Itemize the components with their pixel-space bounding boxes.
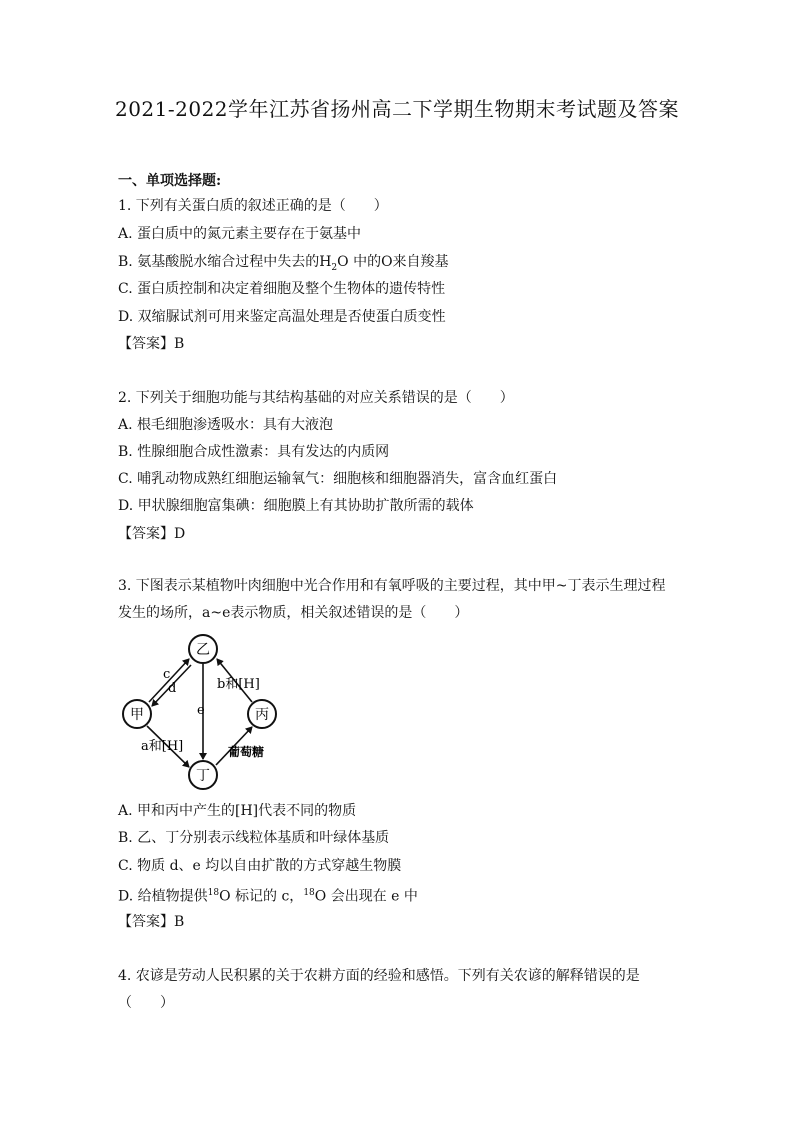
q2-option-b: B. 性腺细胞合成性激素：具有发达的内质网 [118, 444, 390, 460]
q1-option-b-sub: 2 [331, 262, 338, 273]
q1-option-a: A. 蛋白质中的氮元素主要存在于氨基中 [118, 226, 362, 242]
q2-option-a: A. 根毛细胞渗透吸水：具有大液泡 [118, 417, 334, 433]
q2-option-c: C. 哺乳动物成熟红细胞运输氧气：细胞核和细胞器消失，富含血红蛋白 [118, 471, 558, 487]
node-ding: 丁 [196, 768, 210, 784]
q1-option-b [118, 252, 449, 278]
section-heading: 一、单项选择题: [118, 173, 222, 189]
q3-option-d-sup1: 18 [207, 888, 220, 898]
q2-option-d: D. 甲状腺细胞富集碘：细胞膜上有其协助扩散所需的载体 [118, 498, 474, 514]
q3-option-d [118, 883, 418, 907]
metabolism-diagram [115, 632, 285, 792]
q3-stem: 3. 下图表示某植物叶肉细胞中光合作用和有氧呼吸的主要过程，其中甲~丁表示生理过程发生的场所，a~e表示物质，相关叙述错误的是（ ） [118, 578, 666, 621]
q3-answer: 【答案】B [118, 914, 185, 930]
document-title: 2021-2022学年江苏省扬州高二下学期生物期末考试题及答案 [114, 97, 680, 121]
q2-stem: 2. 下列关于细胞功能与其结构基础的对应关系错误的是（ ） [118, 390, 514, 406]
q3-option-d-pre: D. 给植物提供 [118, 888, 208, 905]
q3-option-d-post: O 会出现在 e 中 [314, 888, 418, 905]
q1-answer: 【答案】B [118, 336, 185, 352]
q3-option-c: C. 物质 d、e 均以自由扩散的方式穿越生物膜 [118, 858, 402, 874]
q1-option-d: D. 双缩脲试剂可用来鉴定高温处理是否使蛋白质变性 [118, 309, 446, 325]
label-glucose: 葡萄糖 [228, 745, 265, 759]
q1-option-b-post: O 中的O来自羧基 [337, 254, 449, 270]
q3-option-a: A. 甲和丙中产生的[H]代表不同的物质 [118, 803, 357, 819]
node-yi: 乙 [196, 642, 210, 658]
q4-stem: 4. 农谚是劳动人民积累的关于农耕方面的经验和感悟。下列有关农谚的解释错误的是（ ） [118, 968, 640, 1011]
q1-option-c: C. 蛋白质控制和决定着细胞及整个生物体的遗传特性 [118, 281, 446, 297]
q2-answer: 【答案】D [118, 526, 186, 542]
q1-stem: 1. 下列有关蛋白质的叙述正确的是（ ） [118, 198, 388, 214]
label-b-and-h: b和[H] [217, 677, 260, 692]
node-bing: 丙 [255, 707, 269, 723]
q1-option-b-pre: B. 氨基酸脱水缩合过程中失去的H [118, 254, 332, 270]
q3-option-d-sup2: 18 [303, 888, 315, 898]
label-d: d [168, 681, 177, 696]
label-a-and-h: a和[H] [141, 739, 184, 754]
label-e: e [197, 703, 205, 718]
label-c: c [163, 667, 171, 682]
node-jia: 甲 [130, 707, 144, 723]
q3-option-b: B. 乙、丁分别表示线粒体基质和叶绿体基质 [118, 830, 390, 846]
q3-option-d-mid: O 标记的 c， [219, 888, 304, 905]
